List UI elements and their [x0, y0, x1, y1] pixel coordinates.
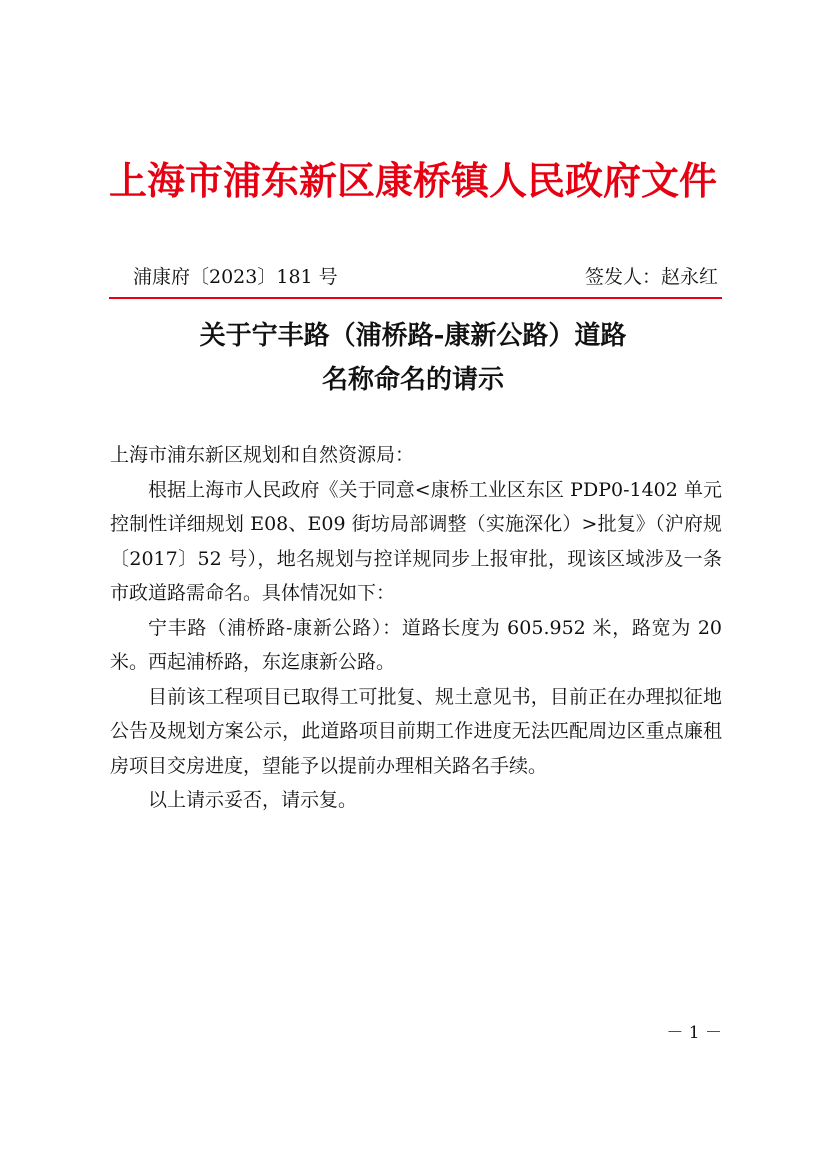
signer: 签发人：赵永红 [584, 266, 718, 288]
red-divider-line [109, 297, 722, 299]
document-title-line-2: 名称命名的请示 [321, 365, 504, 395]
body-paragraph-1: 根据上海市人民政府《关于同意<康桥工业区东区 PDP0-1402 单元控制性详细规划 E08、E09 街坊局部调整（实施深化）>批复》（沪府规〔2017〕52 号），地名规划与控详规同步上报审批，现该区域涉及一条市政道路需命名。具体情况如下： [110, 478, 722, 604]
document-title [100, 314, 726, 402]
document-title-line-1: 关于宁丰路（浦桥路-康新公路）道路 [199, 321, 627, 351]
page-number: － 1 － [666, 1023, 722, 1043]
body-paragraph-3: 目前该工程项目已取得工可批复、规土意见书，目前正在办理拟征地公告及规划方案公示，此道路项目前期工作进度无法匹配周边区重点廉租房项目交房进度，望能予以提前办理相关路名手续。 [110, 685, 722, 777]
body-paragraph-4: 以上请示妥否，请示复。 [148, 789, 358, 811]
document-number: 浦康府〔2023〕181 号 [133, 266, 338, 288]
masthead-title: 上海市浦东新区康桥镇人民政府文件 [108, 159, 717, 203]
body-paragraph-2: 宁丰路（浦桥路-康新公路）：道路长度为 605.952 米，路宽为 20 米。西起浦桥路，东迄康新公路。 [110, 616, 722, 673]
salutation: 上海市浦东新区规划和自然资源局： [110, 444, 415, 466]
document-body [110, 438, 722, 818]
